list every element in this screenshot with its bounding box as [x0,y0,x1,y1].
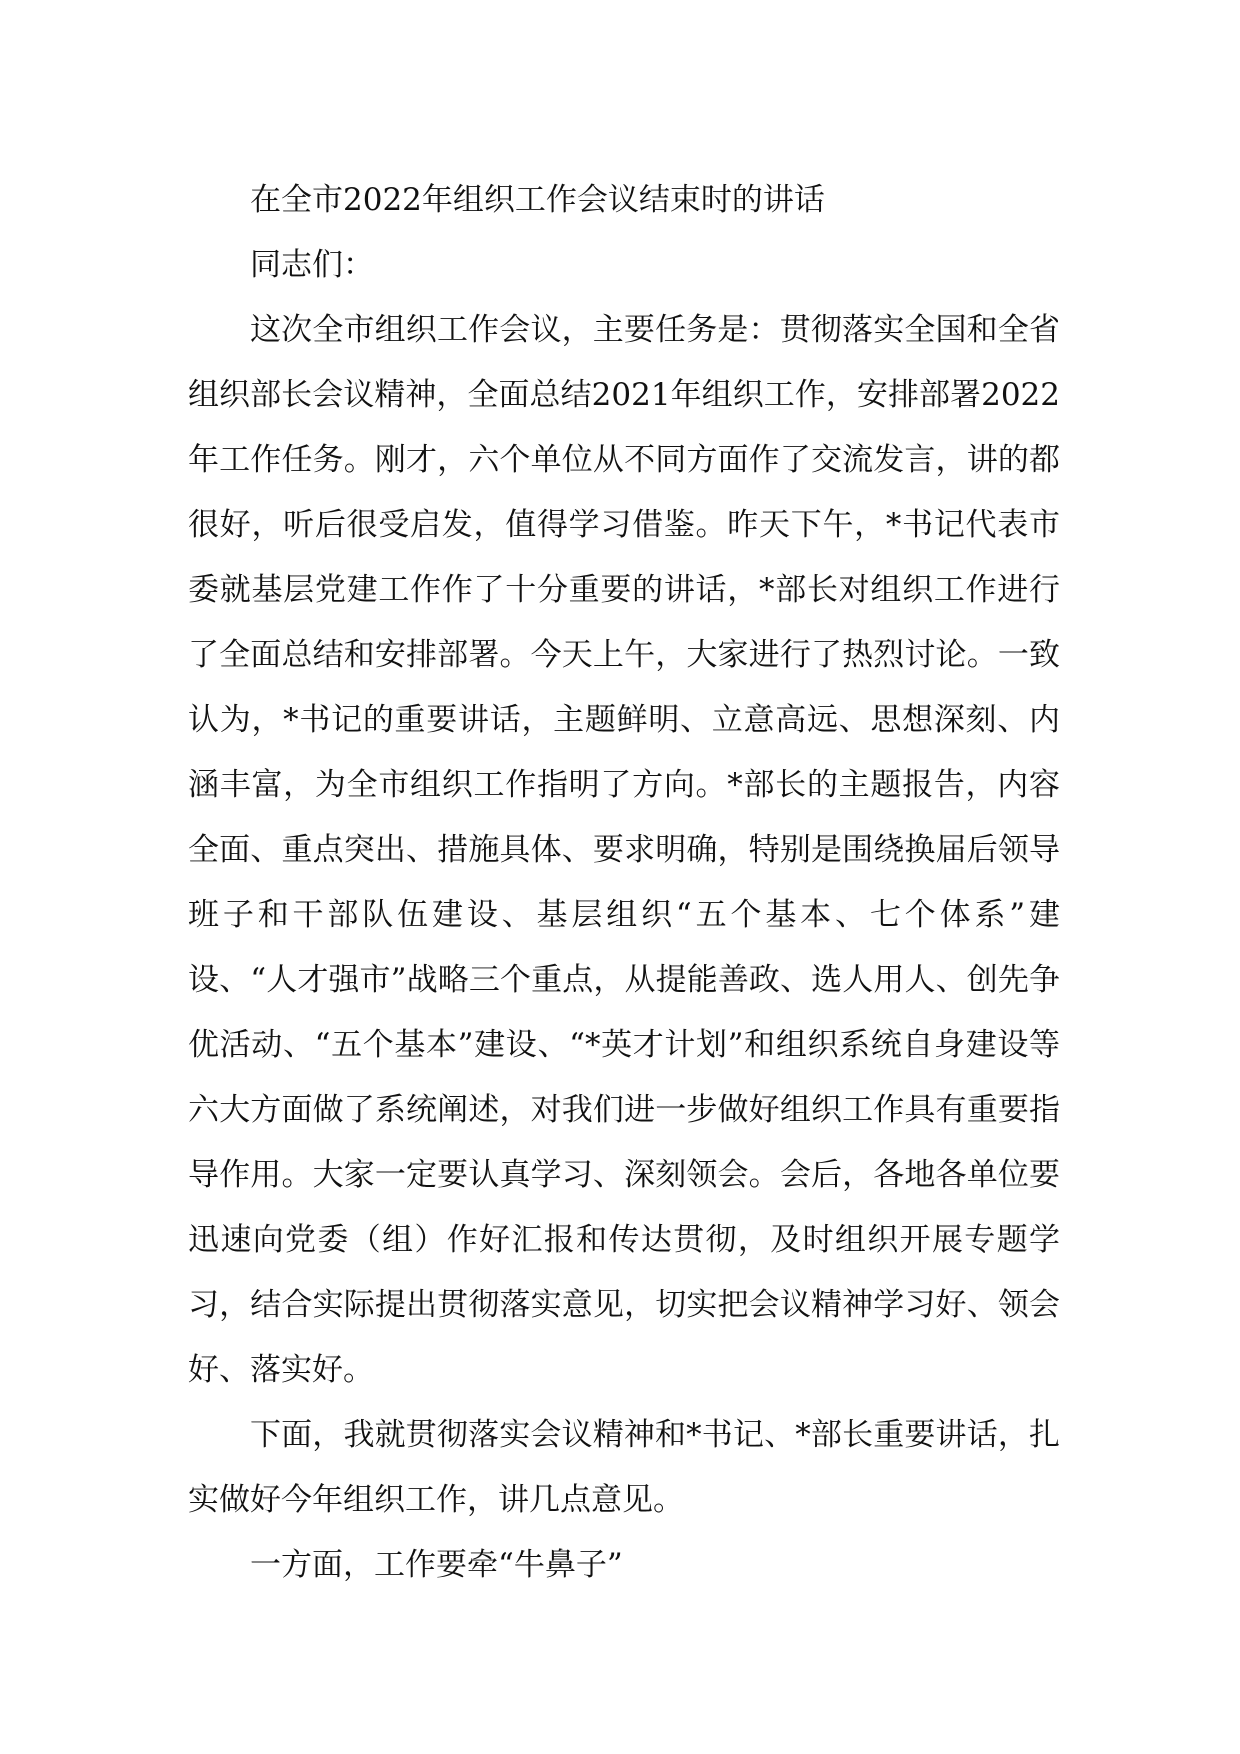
document-body [188,168,1060,1598]
paragraph-transition: 下面，我就贯彻落实会议精神和*书记、*部长重要讲话，扎实做好今年组织工作，讲几点意见。 [188,1417,1060,1518]
greeting: 同志们： [250,247,374,283]
section-heading: 一方面，工作要牵“牛鼻子” [250,1547,623,1583]
paragraph-intro: 这次全市组织工作会议，主要任务是：贯彻落实全国和全省组织部长会议精神，全面总结2021年组织工作，安排部署2022年工作任务。刚才，六个单位从不同方面作了交流发言，讲的都很好，听后很受启发，值得学习借鉴。昨天下午，*书记代表市委就基层党建工作作了十分重要的讲话，*部长对组织工作进行了全面总结和安排部署。今天上午，大家进行了热烈讨论。一致认为，*书记的重要讲话，主题鲜明、立意高远、思想深刻、内涵丰富，为全市组织工作指明了方向。*部长的主题报告，内容全面、重点突出、措施具体、要求明确，特别是围绕换届后领导班子和干部队伍建设、基层组织“五个基本、七个体系”建设、“人才强市”战略三个重点，从提能善政、选人用人、创先争优活动、“五个基本”建设、“*英才计划”和组织系统自身建设等六大方面做了系统阐述，对我们进一步做好组织工作具有重要指导作用。大家一定要认真学习、深刻领会。会后，各地各单位要迅速向党委（组）作好汇报和传达贯彻，及时组织开展专题学习，结合实际提出贯彻落实意见，切实把会议精神学习好、领会好、落实好。 [188,312,1060,1388]
document-title: 在全市2022年组织工作会议结束时的讲话 [250,182,825,218]
